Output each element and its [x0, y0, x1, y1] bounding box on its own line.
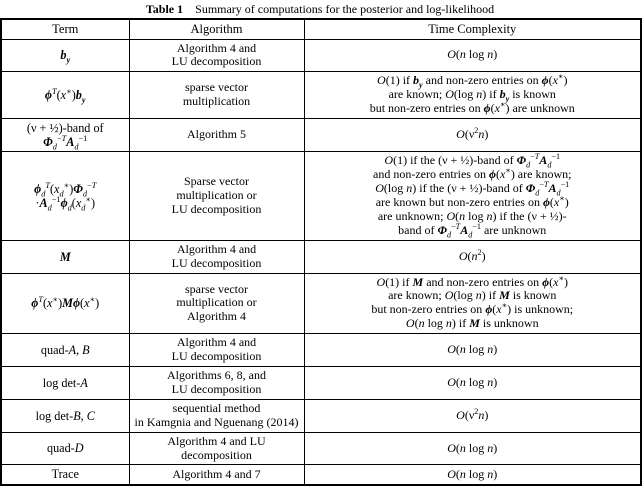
algorithm-cell: Algorithm 4 and LU decomposition [129, 240, 304, 273]
table-row [1, 432, 641, 465]
term-cell: quad-A, B [1, 334, 129, 367]
table-row [1, 367, 641, 400]
complexity-cell: O(n log n) [304, 334, 641, 367]
term-cell: $b_y$ [1, 39, 129, 72]
header-row [1, 19, 641, 39]
algorithm-cell: sequential method in Kamgnia and Nguenang (2014) [129, 399, 304, 432]
term-cell: $\phi_d^T(x_d^∗)\Phi_d^{-T}$ $\cdot A_d^{-1}\phi_d(x_d^∗)$ [1, 152, 129, 240]
complexity-cell: O(n log n) [304, 432, 641, 465]
column-header-algorithm: Algorithm [129, 19, 304, 39]
table-row [1, 119, 641, 152]
computations-summary-table [0, 18, 642, 486]
table-row [1, 39, 641, 72]
complexity-cell: O(n log n) [304, 367, 641, 400]
algorithm-cell: Algorithm 4 and LU decomposition [129, 39, 304, 72]
table-row [1, 399, 641, 432]
term-cell: log det-A [1, 367, 129, 400]
algorithm-cell: Algorithm 4 and 7 [129, 465, 304, 485]
complexity-cell: O(n log n) [304, 465, 641, 485]
complexity-cell: $O(\nu^2n)$ [304, 119, 641, 152]
algorithm-cell: Algorithm 5 [129, 119, 304, 152]
algorithm-cell: Algorithms 6, 8, and LU decomposition [129, 367, 304, 400]
table-caption [0, 0, 640, 18]
complexity-cell: $O(\nu^2n)$ [304, 399, 641, 432]
algorithm-cell: Algorithm 4 and LU decomposition [129, 334, 304, 367]
table-row [1, 334, 641, 367]
algorithm-cell: Algorithm 4 and LU decomposition [129, 432, 304, 465]
term-cell: $\phi^T(x^∗)b_y$ [1, 72, 129, 119]
term-cell: quad-D [1, 432, 129, 465]
algorithm-cell: sparse vector multiplication [129, 72, 304, 119]
complexity-cell: O(1) if M and non-zero entries on ϕ(x∗) are known; O(log n) if M is known but non-zero entries on ϕ(x∗) is unknown; O(n log n) if M is unknown [304, 273, 641, 334]
complexity-cell: O(1) if the (ν + ½)-band of $\Phi_d^{-T}A_d^{-1}$ and non-zero entries on ϕ(x∗) are known; O(log n) if the (ν + ½)-band of $\Phi_d^{-T}A_d^{-1}$ are known but non-zero entries on ϕ(x∗) are unknown; O(n log n) if the (ν + ½)- band of $\Phi_d^{-T}A_d^{-1}$ are unknown [304, 152, 641, 240]
term-cell: Trace [1, 465, 129, 485]
term-cell: log det-B, C [1, 399, 129, 432]
table-caption-label: Table 1 [145, 2, 184, 16]
complexity-cell: O(n log n) [304, 39, 641, 72]
table-row [1, 240, 641, 273]
table-row [1, 273, 641, 334]
table-row [1, 72, 641, 119]
algorithm-cell: Sparse vector multiplication or LU decomposition [129, 152, 304, 240]
algorithm-cell: sparse vector multiplication or Algorithm 4 [129, 273, 304, 334]
column-header-term: Term [1, 19, 129, 39]
table-row [1, 152, 641, 240]
complexity-cell: $O(n^2)$ [304, 240, 641, 273]
table-row [1, 465, 641, 485]
table-caption-title: Summary of computations for the posterior and log-likelihood [195, 2, 495, 16]
term-cell: M [1, 240, 129, 273]
column-header-time-complexity: Time Complexity [304, 19, 641, 39]
term-cell: (ν + ½)-band of $\Phi_d^{-T}A_d^{-1}$ [1, 119, 129, 152]
complexity-cell: O(1) if $b_y$ and non-zero entries on ϕ(x∗) are known; O(log n) if $b_y$ is known but non-zero entries on ϕ(x∗) are unknown [304, 72, 641, 119]
term-cell: $\phi^T(x^∗)M\phi(x^∗)$ [1, 273, 129, 334]
